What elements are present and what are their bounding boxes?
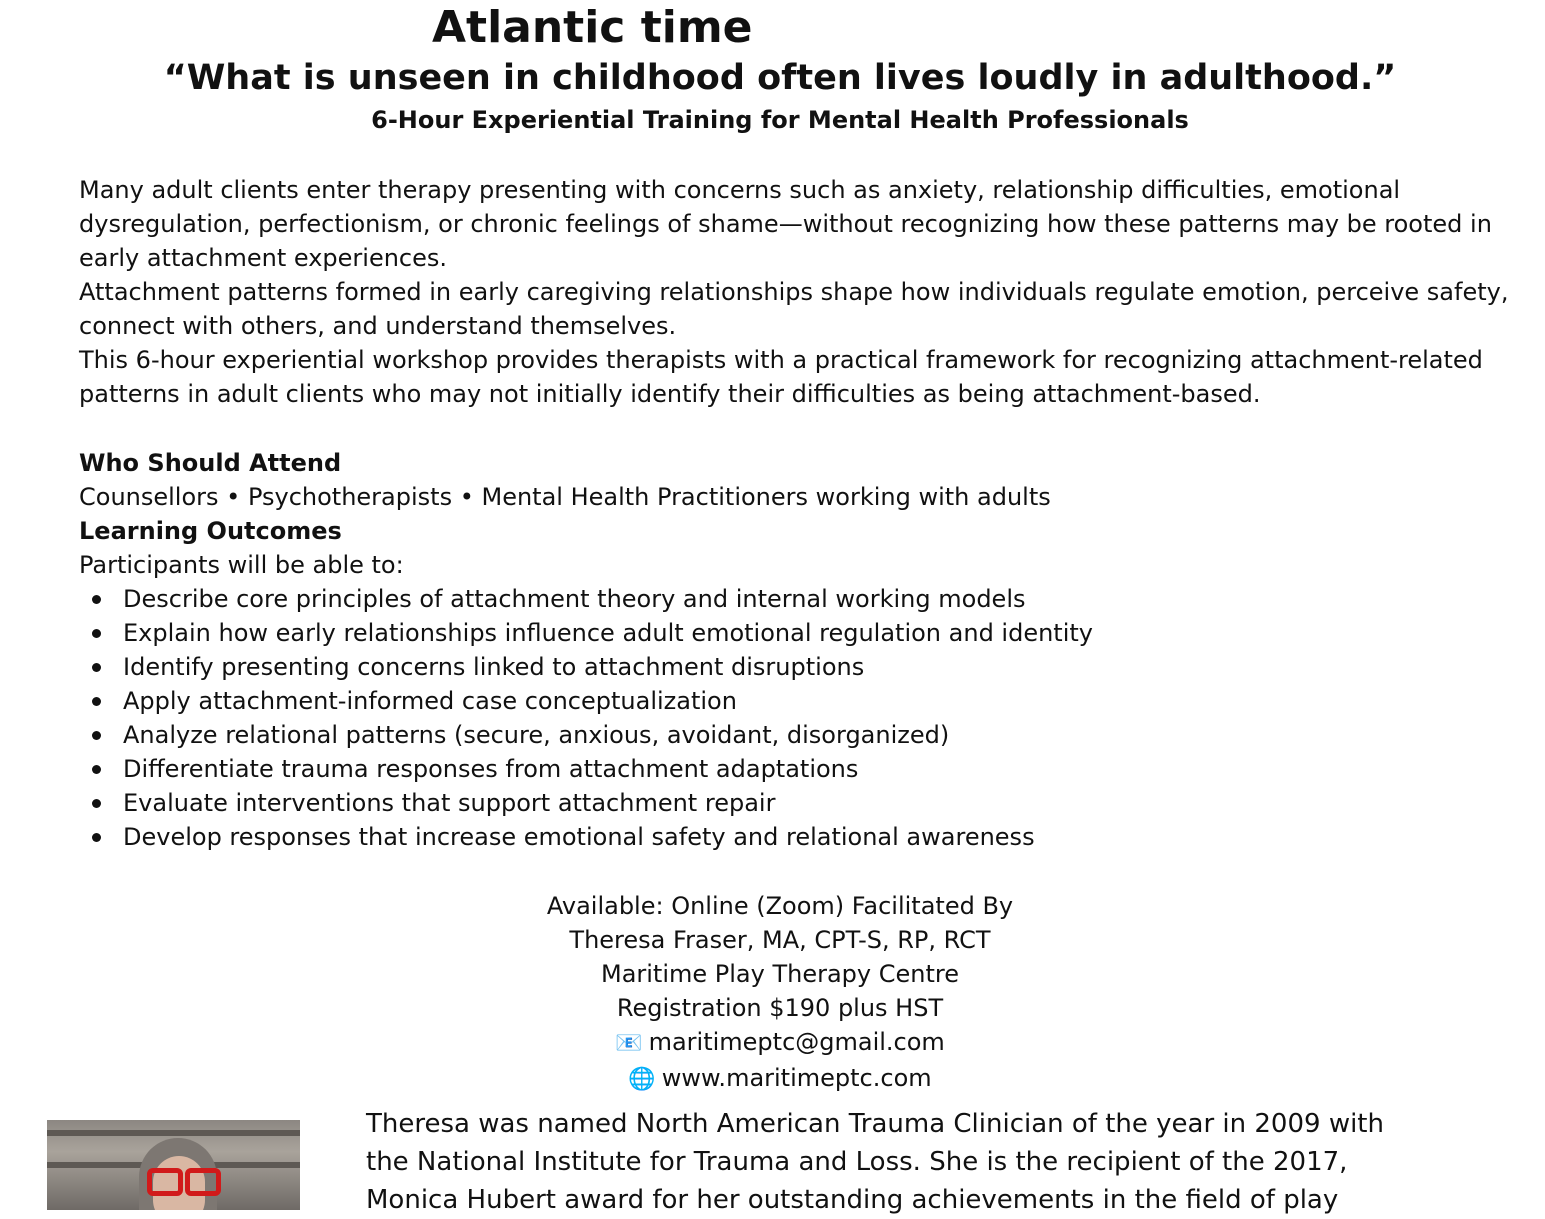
audience-list: Counsellors • Psychotherapists • Mental Health Practitioners working with adults (79, 483, 1051, 511)
photo-glasses (147, 1168, 183, 1196)
bio-line: the National Institute for Trauma and Loss. She is the recipient of the 2017, (366, 1147, 1348, 1177)
email-address[interactable]: maritimeptc@gmail.com (648, 1028, 945, 1056)
list-item: Analyze relational patterns (secure, anxious, avoidant, disorganized) (79, 718, 1509, 752)
registration-fee: Registration $190 plus HST (616, 994, 944, 1022)
photo-glasses (185, 1168, 221, 1196)
photo-shelf (47, 1130, 300, 1136)
intro-paragraph: Many adult clients enter therapy presenting with concerns such as anxiety, relationship difficulties, emotional dysregulation, perfectionism, or chronic feelings of shame—without recognizing how these patterns may be rooted in early attachment experiences. (79, 176, 1492, 272)
event-details (0, 889, 1545, 1097)
list-item: Differentiate trauma responses from attachment adaptations (79, 752, 1509, 786)
organization-name: Maritime Play Therapy Centre (600, 960, 959, 988)
audience-and-outcomes (79, 446, 1509, 854)
bio-line: Monica Hubert award for her outstanding achievements in the field of play (366, 1185, 1339, 1215)
website-link[interactable]: www.maritimeptc.com (661, 1064, 932, 1092)
tagline-quote: “What is unseen in childhood often lives loudly in adulthood.” (163, 58, 1397, 98)
list-item: Develop responses that increase emotional safety and relational awareness (79, 820, 1509, 854)
availability-text: Available: Online (Zoom) Facilitated By (546, 892, 1014, 920)
facilitator-bio (366, 1105, 1426, 1219)
who-should-attend-heading: Who Should Attend (79, 449, 342, 477)
outcomes-lead: Participants will be able to: (79, 551, 404, 579)
list-item: Apply attachment-informed case conceptualization (79, 684, 1509, 718)
list-item: Describe core principles of attachment theory and internal working models (79, 582, 1509, 616)
facilitator-photo (47, 1120, 300, 1210)
email-row (0, 1025, 1545, 1061)
outcomes-list (79, 582, 1509, 854)
bio-line: Theresa was named North American Trauma Clinician of the year in 2009 with (366, 1109, 1384, 1139)
facilitator-name: Theresa Fraser, MA, CPT-S, RP, RCT (569, 926, 991, 954)
intro-paragraph: Attachment patterns formed in early caregiving relationships shape how individuals regulate emotion, perceive safety, connect with others, and understand themselves. (79, 278, 1509, 340)
time-heading: Atlantic time (432, 2, 753, 53)
envelope-icon: 📧 (615, 1031, 643, 1056)
intro-paragraph: This 6-hour experiential workshop provides therapists with a practical framework for recognizing attachment-related patterns in adult clients who may not initially identify their difficulties as being attachment-based. (79, 346, 1483, 408)
training-subtitle: 6-Hour Experiential Training for Mental Health Professionals (371, 106, 1189, 134)
website-row (0, 1061, 1545, 1097)
list-item: Evaluate interventions that support attachment repair (79, 786, 1509, 820)
list-item: Explain how early relationships influence adult emotional regulation and identity (79, 616, 1509, 650)
globe-icon: 🌐 (628, 1067, 656, 1092)
list-item: Identify presenting concerns linked to attachment disruptions (79, 650, 1509, 684)
learning-outcomes-heading: Learning Outcomes (79, 517, 342, 545)
intro-section (79, 173, 1509, 411)
